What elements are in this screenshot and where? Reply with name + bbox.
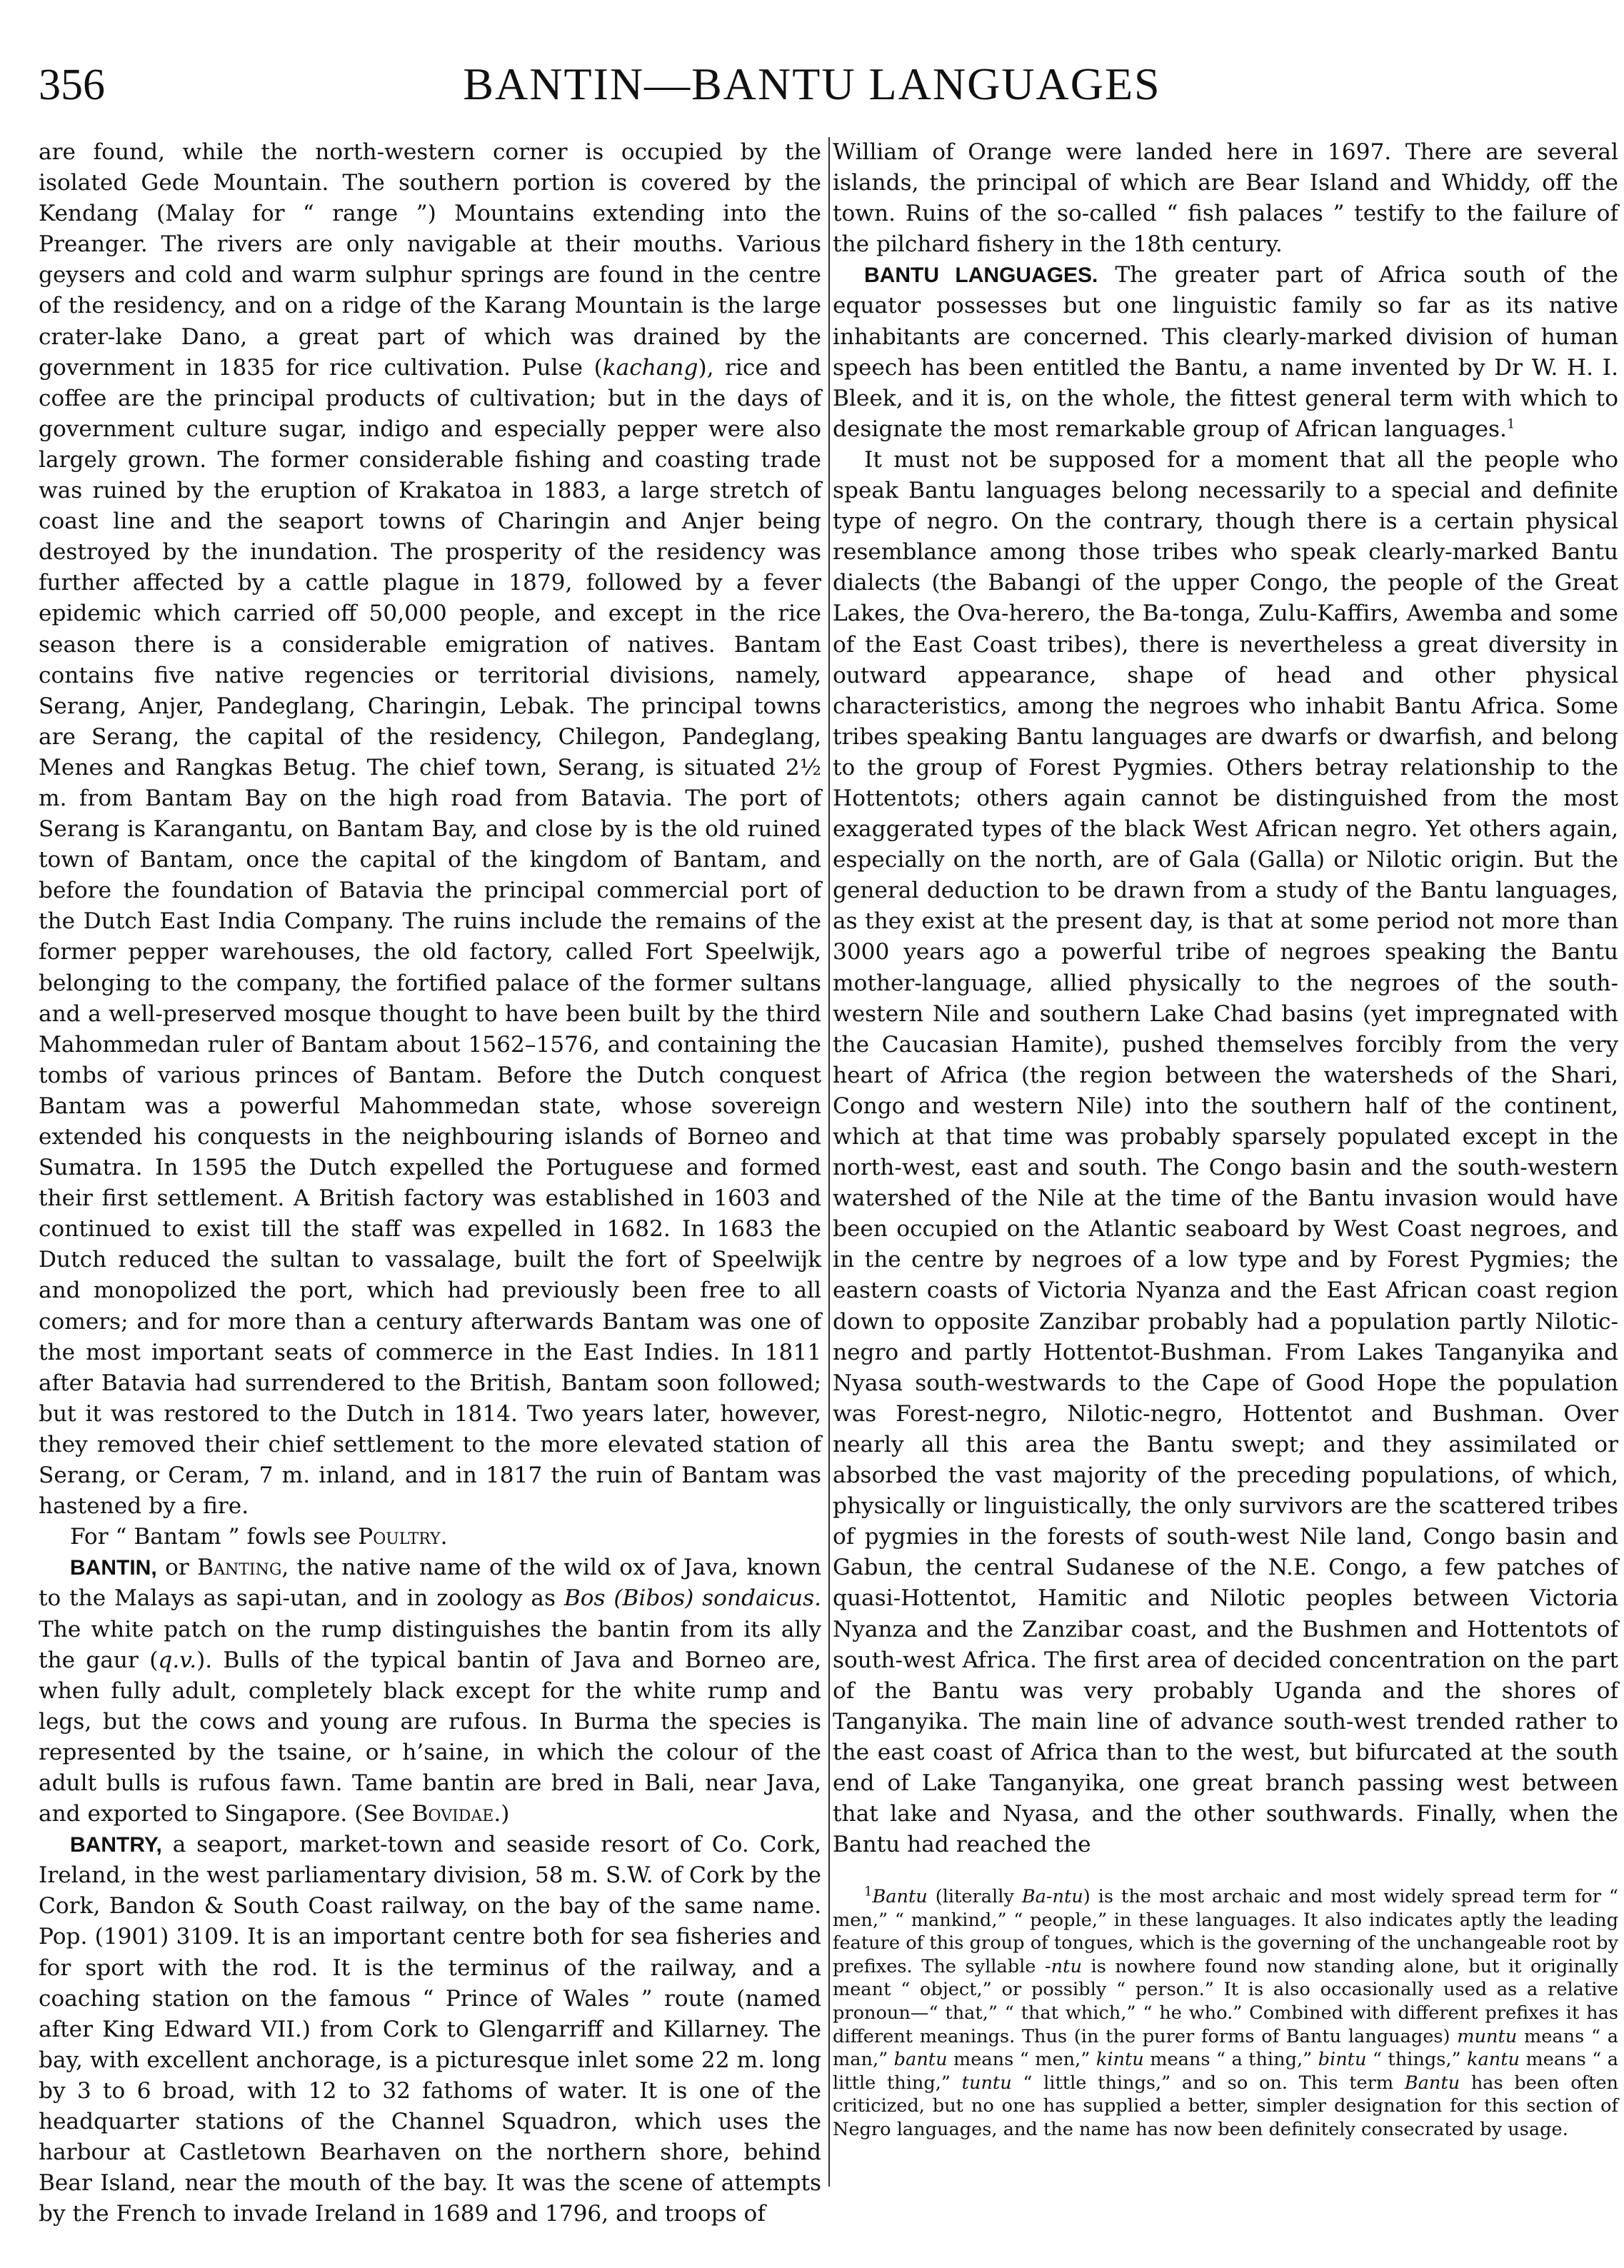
cross-reference-bovidae[interactable]: Bovidae. (411, 1801, 501, 1827)
bantu-languages-article: BANTU LANGUAGES. The greater part of Africa south of the equator possesses but one linguistic family so far as its native inhabitants are concerned. This clearly-marked division of human speech has been entitled the Bantu, a name invented by Dr W. H. I. Bleek, and it is, on the whole, the fittest general term with which to designate the most remarkable group of African languages.$^1$ (833, 262, 1618, 442)
bantam-fowls-note: For “ Bantam ” fowls see Poultry. (70, 1524, 448, 1550)
headword-bantry: BANTRY, (70, 1833, 162, 1857)
running-head: BANTIN—BANTU LANGUAGES (463, 59, 1161, 109)
bantu-languages-paragraph-2: It must not be supposed for a moment that all the people who speak Bantu languages belong necessarily to a special and definite type of negro. On the contrary, though there is a certain physical resemblance among those tribes who speak clearly-marked Bantu dialects (the Babangi of the upper Congo, the people of the Great Lakes, the Ova-herero, the Ba-tonga, Zulu-Kaffirs, Awemba and some of the East Coast tribes), there is nevertheless a great diversity in outward appearance, shape of head and other physical characteristics, among the negroes who inhabit Bantu Africa. Some tribes speaking Bantu languages are dwarfs or dwarfish, and belong to the group of Forest Pygmies. Others betray relationship to the Hottentots; others again cannot be distinguished from the most exaggerated types of the black West African negro. Yet others again, especially on the north, are of Gala (Galla) or Nilotic origin. But the general deduction to be drawn from a study of the Bantu languages, as they exist at the present day, is that at some period not more than 3000 years ago a powerful tribe of negroes speaking the Bantu mother-language, allied physically to the negroes of the south-western Nile and southern Lake Chad basins (yet impregnated with the Caucasian Hamite), pushed themselves forcibly from the very heart of Africa (the region between the watersheds of the Shari, Congo and western Nile) into the southern half of the continent, which at that time was probably sparsely populated except in the north-west, east and south. The Congo basin and the south-western watershed of the Nile at the time of the Bantu invasion would have been occupied on the Atlantic seaboard by West Coast negroes, and in the centre by negroes of a low type and by Forest Pygmies; the eastern coasts of Victoria Nyanza and the East African coast region down to opposite Zanzibar probably had a population partly Nilotic-negro and partly Hottentot-Bushman. From Lakes Tanganyika and Nyasa south-westwards to the Cape of Good Hope the population was Forest-negro, Nilotic-negro, Hottentot and Bushman. Over nearly all this area the Bantu swept; and they assimilated or absorbed the vast majority of the preceding populations, of which, physically or linguistically, the only survivors are the scattered tribes of pygmies in the forests of south-west Nile land, Congo basin and Gabun, the central Sudanese of the N.E. Congo, a few patches of quasi-Hottentot, Hamitic and Nilotic peoples between Victoria Nyanza and the Zanzibar coast, and the Bushmen and Hottentots of south-west Africa. The first area of decided concentration on the part of the Bantu was very probably Uganda and the shores of Tanganyika. The main line of advance south-west trended rather to the east coast of Africa than to the west, but bifurcated at the south end of Lake Tanganyika, one great branch passing west between that lake and Nyasa, and the other southwards. Finally, when the Bantu had reached the (833, 446, 1618, 1858)
page-number: 356 (39, 61, 105, 109)
bantry-article-continued: William of Orange were landed here in 1697. There are several islands, the principal of which are Bear Island and Whiddy, off the town. Ruins of the so-called “ fish palaces ” testify to the failure of the pilchard fishery in the 18th century. (833, 139, 1618, 258)
headword-bantin: BANTIN, (70, 1556, 157, 1580)
headword-bantu-languages: BANTU LANGUAGES. (864, 264, 1098, 288)
column-divider (828, 137, 830, 2187)
footnote-reference[interactable]: 1 (1506, 416, 1515, 432)
footnote-rule (833, 1875, 1618, 1876)
right-column (833, 137, 1618, 1860)
footnote-marker: 1 (864, 1884, 873, 1900)
bantry-article: BANTRY, a seaport, market-town and seaside resort of Co. Cork, Ireland, in the west parliamentary division, 58 m. S.W. of Cork by the Cork, Bandon & South Coast railway, on the bay of the same name. Pop. (1901) 3109. It is an important centre both for sea fisheries and for sport with the rod. It is the terminus of the railway, and a coaching station on the famous “ Prince of Wales ” route (named after King Edward VII.) from Cork to Glengarriff and Killarney. The bay, with excellent anchorage, is a picturesque inlet some 22 m. long by 3 to 6 broad, with 12 to 32 fathoms of water. It is one of the headquarter stations of the Channel Squadron, which uses the harbour at Castletown Bearhaven on the northern shore, behind Bear Island, near the mouth of the bay. It was the scene of attempts by the French to invade Ireland in 1689 and 1796, and troops of (39, 1832, 821, 2227)
cross-reference-poultry[interactable]: Poultry. (358, 1524, 448, 1550)
footnote: $^1$Bantu (literally Ba-ntu) is the most archaic and most widely spread term for “ men,” “ mankind,” “ people,” in these languages. It also indicates aptly the leading feature of this group of tongues, which is the governing of the unchangeable root by prefixes. The syllable -ntu is nowhere found now standing alone, but it originally meant “ object,” or possibly “ person.” It is also occasionally used as a relative pronoun—“ that,” “ that which,” “ he who.” Combined with different prefixes it has different meanings. Thus (in the purer forms of Bantu languages) muntu means “ a man,” bantu means “ men,” kintu means “ a thing,” bintu “ things,” kantu means “ a little thing,” tuntu “ little things,” and so on. This term Bantu has been often criticized, but no one has supplied a better, simpler designation for this section of Negro languages, and the name has now been definitely consecrated by usage. (833, 1884, 1619, 2140)
bantin-article: BANTIN, or Banting, the native name of the wild ox of Java, known to the Malays as sapi-utan, and in zoology as Bos (Bibos) sondaicus. The white patch on the rump distinguishes the bantin from its ally the gaur (q.v.). Bulls of the typical bantin of Java and Borneo are, when fully adult, completely black except for the white rump and legs, but the cows and young are rufous. In Burma the species is represented by the tsaine, or h’saine, in which the colour of the adult bulls is rufous fawn. Tame bantin are bred in Bali, near Java, and exported to Singapore. (See Bovidae.) (39, 1555, 821, 1827)
bantam-article-continued: are found, while the north-western corner is occupied by the isolated Gede Mountain. The southern portion is covered by the Kendang (Malay for “ range ”) Mountains extending into the Preanger. The rivers are only navigable at their mouths. Various geysers and cold and warm sulphur springs are found in the centre of the residency, and on a ridge of the Karang Mountain is the large crater-lake Dano, a great part of which was drained by the government in 1835 for rice cultivation. Pulse (kachang), rice and coffee are the principal products of cultivation; but in the days of government culture sugar, indigo and especially pepper were also largely grown. The former considerable fishing and coasting trade was ruined by the eruption of Krakatoa in 1883, a large stretch of coast line and the seaport towns of Charingin and Anjer being destroyed by the inundation. The prosperity of the residency was further affected by a cattle plague in 1879, followed by a fever epidemic which carried off 50,000 people, and except in the rice season there is a considerable emigration of natives. Bantam contains five native regencies or territorial divisions, namely, Serang, Anjer, Pandeglang, Charingin, Lebak. The principal towns are Serang, the capital of the residency, Chilegon, Pandeglang, Menes and Rangkas Betug. The chief town, Serang, is situated 2½ m. from Bantam Bay on the high road from Batavia. The port of Serang is Karangantu, on Bantam Bay, and close by is the old ruined town of Bantam, once the capital of the kingdom of Bantam, and before the foundation of Batavia the principal commercial port of the Dutch East India Company. The ruins include the remains of the former pepper warehouses, the old factory, called Fort Speelwijk, belonging to the company, the fortified palace of the former sultans and a well-preserved mosque thought to have been built by the third Mahommedan ruler of Bantam about 1562–1576, and containing the tombs of various princes of Bantam. Before the Dutch conquest Bantam was a powerful Mahommedan state, whose sovereign extended his conquests in the neighbouring islands of Borneo and Sumatra. In 1595 the Dutch expelled the Portuguese and formed their first settlement. A British factory was established in 1603 and continued to exist till the staff was expelled in 1682. In 1683 the Dutch reduced the sultan to vassalage, built the fort of Speelwijk and monopolized the port, which had previously been free to all comers; and for more than a century afterwards Bantam was one of the most important seats of commerce in the East Indies. In 1811 after Batavia had surrendered to the British, Bantam soon followed; but it was restored to the Dutch in 1814. Two years later, however, they removed their chief settlement to the more elevated station of Serang, or Ceram, 7 m. inland, and in 1817 the ruin of Bantam was hastened by a fire. (39, 139, 821, 1520)
left-column (39, 137, 821, 2229)
cross-reference-qv[interactable]: q.v. (158, 1647, 197, 1673)
